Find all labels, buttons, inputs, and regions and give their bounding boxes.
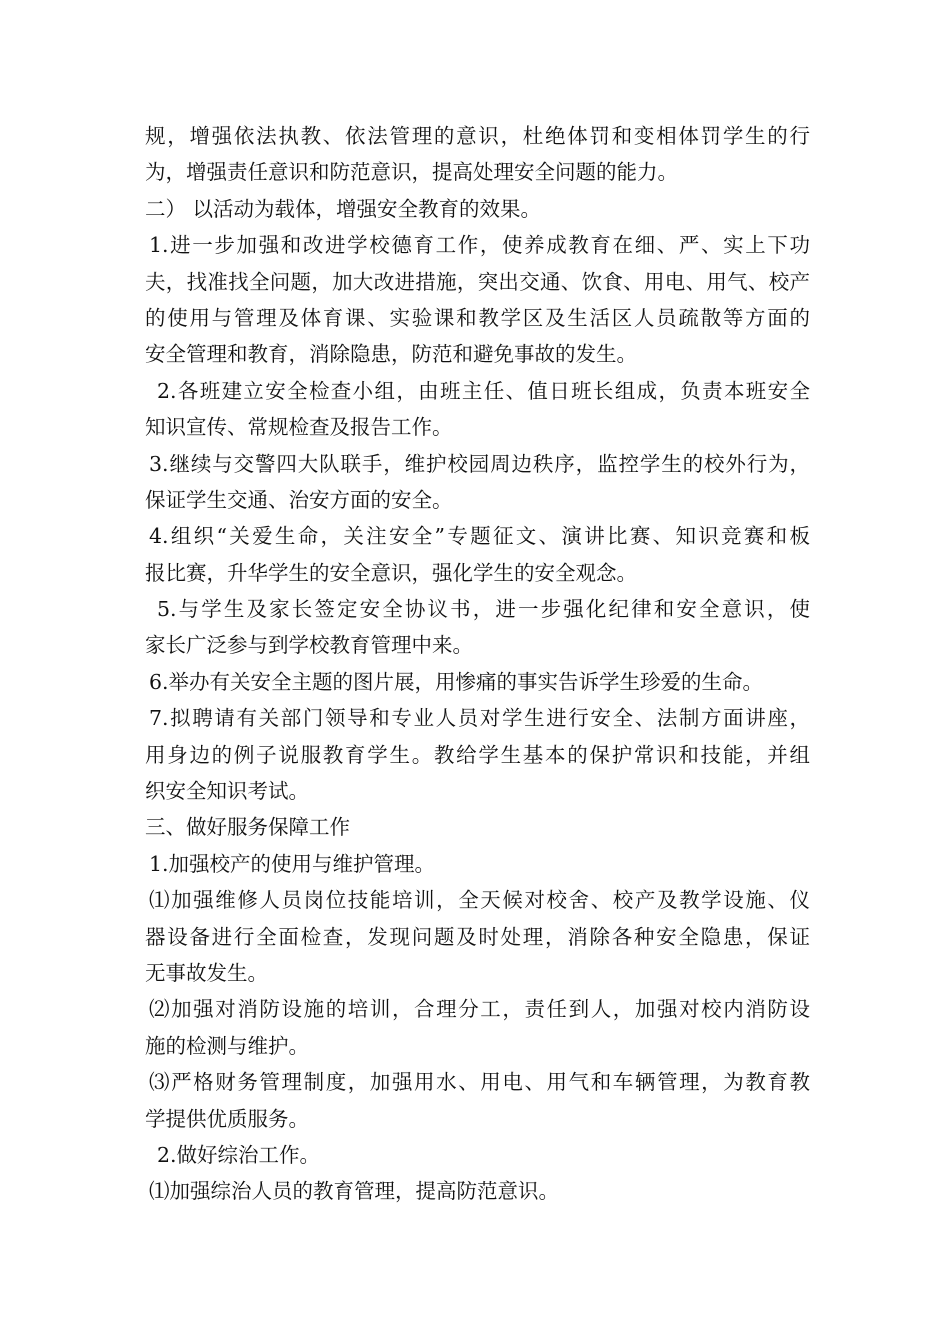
text-line: 1.加强校产的使用与维护管理。 [149,851,436,876]
text-line: 5.与学生及家长签定安全协议书，进一步强化纪律和安全意识，使 [157,597,810,622]
text-line: ⑶严格财务管理制度，加强用水、用电、用气和车辆管理，为教育教 [149,1070,810,1095]
text-line: 安全管理和教育，消除隐患，防范和避免事故的发生。 [145,342,637,367]
text-line: ⑴加强综治人员的教育管理，提高防范意识。 [149,1179,559,1204]
text-line: 保证学生交通、治安方面的安全。 [145,487,453,512]
text-line: 的使用与管理及体育课、实验课和教学区及生活区人员疏散等方面的 [145,305,810,330]
text-line: 二） 以活动为载体，增强安全教育的效果。 [145,196,542,221]
text-line: 1.进一步加强和改进学校德育工作，使养成教育在细、严、实上下功 [149,233,810,258]
text-line: 器设备进行全面检查，发现问题及时处理，消除各种安全隐患，保证 [145,924,810,949]
text-line: 学提供优质服务。 [145,1106,309,1131]
text-line: 4.组织“关爱生命，关注安全”专题征文、演讲比赛、知识竞赛和板 [149,524,810,549]
text-line: 2.做好综治工作。 [157,1142,321,1167]
text-line: 7.拟聘请有关部门领导和专业人员对学生进行安全、法制方面讲座， [149,706,810,731]
document-body [145,118,810,1210]
text-line: 用身边的例子说服教育学生。教给学生基本的保护常识和技能，并组 [145,742,810,767]
text-line: 三、做好服务保障工作 [145,815,350,840]
text-line: 3.继续与交警四大队联手，维护校园周边秩序，监控学生的校外行为， [149,451,810,476]
text-line: 为，增强责任意识和防范意识，提高处理安全问题的能力。 [145,160,678,185]
text-line: 报比赛，升华学生的安全意识，强化学生的安全观念。 [145,560,637,585]
text-line: 织安全知识考试。 [145,779,309,804]
text-line: 知识宣传、常规检查及报告工作。 [145,415,453,440]
text-line: 无事故发生。 [145,960,268,985]
text-line: 6.举办有关安全主题的图片展，用惨痛的事实告诉学生珍爱的生命。 [149,669,764,694]
text-line: ⑵加强对消防设施的培训，合理分工，责任到人，加强对校内消防设 [149,997,810,1022]
text-line: 规，增强依法执教、依法管理的意识，杜绝体罚和变相体罚学生的行 [145,124,810,148]
text-line: 施的检测与维护。 [145,1033,309,1058]
text-line: 2.各班建立安全检查小组，由班主任、值日班长组成，负责本班安全 [157,378,810,403]
text-line: 夫，找准找全问题，加大改进措施，突出交通、饮食、用电、用气、校产 [145,269,810,294]
text-line: 家长广泛参与到学校教育管理中来。 [145,633,473,658]
text-line: ⑴加强维修人员岗位技能培训，全天候对校舍、校产及教学设施、仪 [149,888,810,913]
